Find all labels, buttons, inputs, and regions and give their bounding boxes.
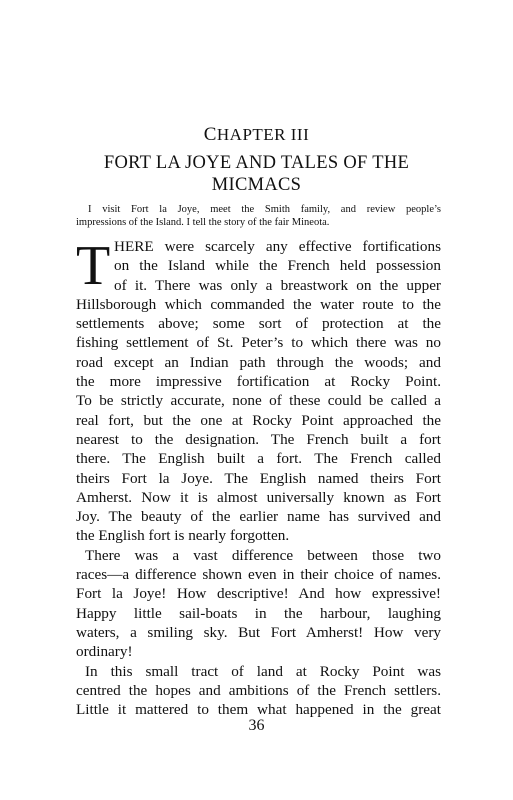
body-line: of it. There was only a breastwork on the upper [114, 276, 441, 294]
body-line: real fort, but the one at Rocky Point approached the [76, 411, 441, 429]
body-line: the English fort is nearly forgotten. [76, 527, 290, 545]
chapter-label [0, 125, 513, 145]
chapter-title [90, 152, 423, 196]
body-line: To be strictly accurate, none of these could be called a [76, 392, 441, 410]
chapter-label-rest: HAPTER III [216, 125, 310, 144]
chapter-label-initial: C [203, 124, 217, 145]
body-line: Little it mattered to them what happened in the great [76, 701, 441, 719]
body-line: waters, a smiling sky. But Fort Amherst! How very [76, 623, 441, 641]
body-line: on the Island while the French held possession [114, 257, 441, 275]
body-line: there. The English built a fort. The French called [76, 450, 441, 468]
body-line: Joy. The beauty of the earlier name has survived and [76, 508, 441, 526]
body-line: Amherst. Now it is almost universally known as Fort [76, 488, 441, 506]
chapter-title-line-1: FORT LA JOYE AND TALES OF THE [103, 153, 410, 173]
body-line: nearest to the designation. The French built a fort [76, 430, 441, 448]
body-line: HERE were scarcely any effective fortifications [114, 238, 441, 255]
body-line: Fort la Joye! How descriptive! And how expressive! [76, 585, 441, 603]
body-line: ordinary! [76, 643, 133, 661]
body-line: races—a difference shown even in their choice of names. [76, 566, 441, 584]
body-text [76, 237, 441, 719]
body-line: fishing settlement of St. Peter’s to which there was no [76, 334, 441, 352]
body-line: In this small tract of land at Rocky Point was [85, 662, 441, 680]
synopsis-line-2: impressions of the Island. I tell the story of the fair Mineota. [76, 217, 330, 228]
body-line: the more impressive fortification at Rocky Point. [76, 373, 441, 391]
body-line: centred the hopes and ambitions of the French settlers. [76, 681, 441, 699]
page-number: 36 [248, 717, 265, 734]
chapter-synopsis [76, 203, 441, 229]
body-line: Happy little sail-boats in the harbour, laughing [76, 604, 441, 622]
synopsis-line-1: I visit Fort la Joye, meet the Smith family, and review people’s [88, 204, 441, 215]
drop-cap: T [76, 235, 111, 297]
chapter-title-line-2: MICMACS [211, 175, 302, 195]
body-line: There was a vast difference between those two [85, 546, 441, 564]
body-line: settlements above; some sort of protection at the [76, 315, 441, 333]
body-line: theirs Fort la Joye. The English named theirs Fort [76, 469, 441, 487]
body-line: road except an Indian path through the woods; and [76, 353, 441, 371]
body-line: Hillsborough which commanded the water route to the [76, 295, 441, 313]
